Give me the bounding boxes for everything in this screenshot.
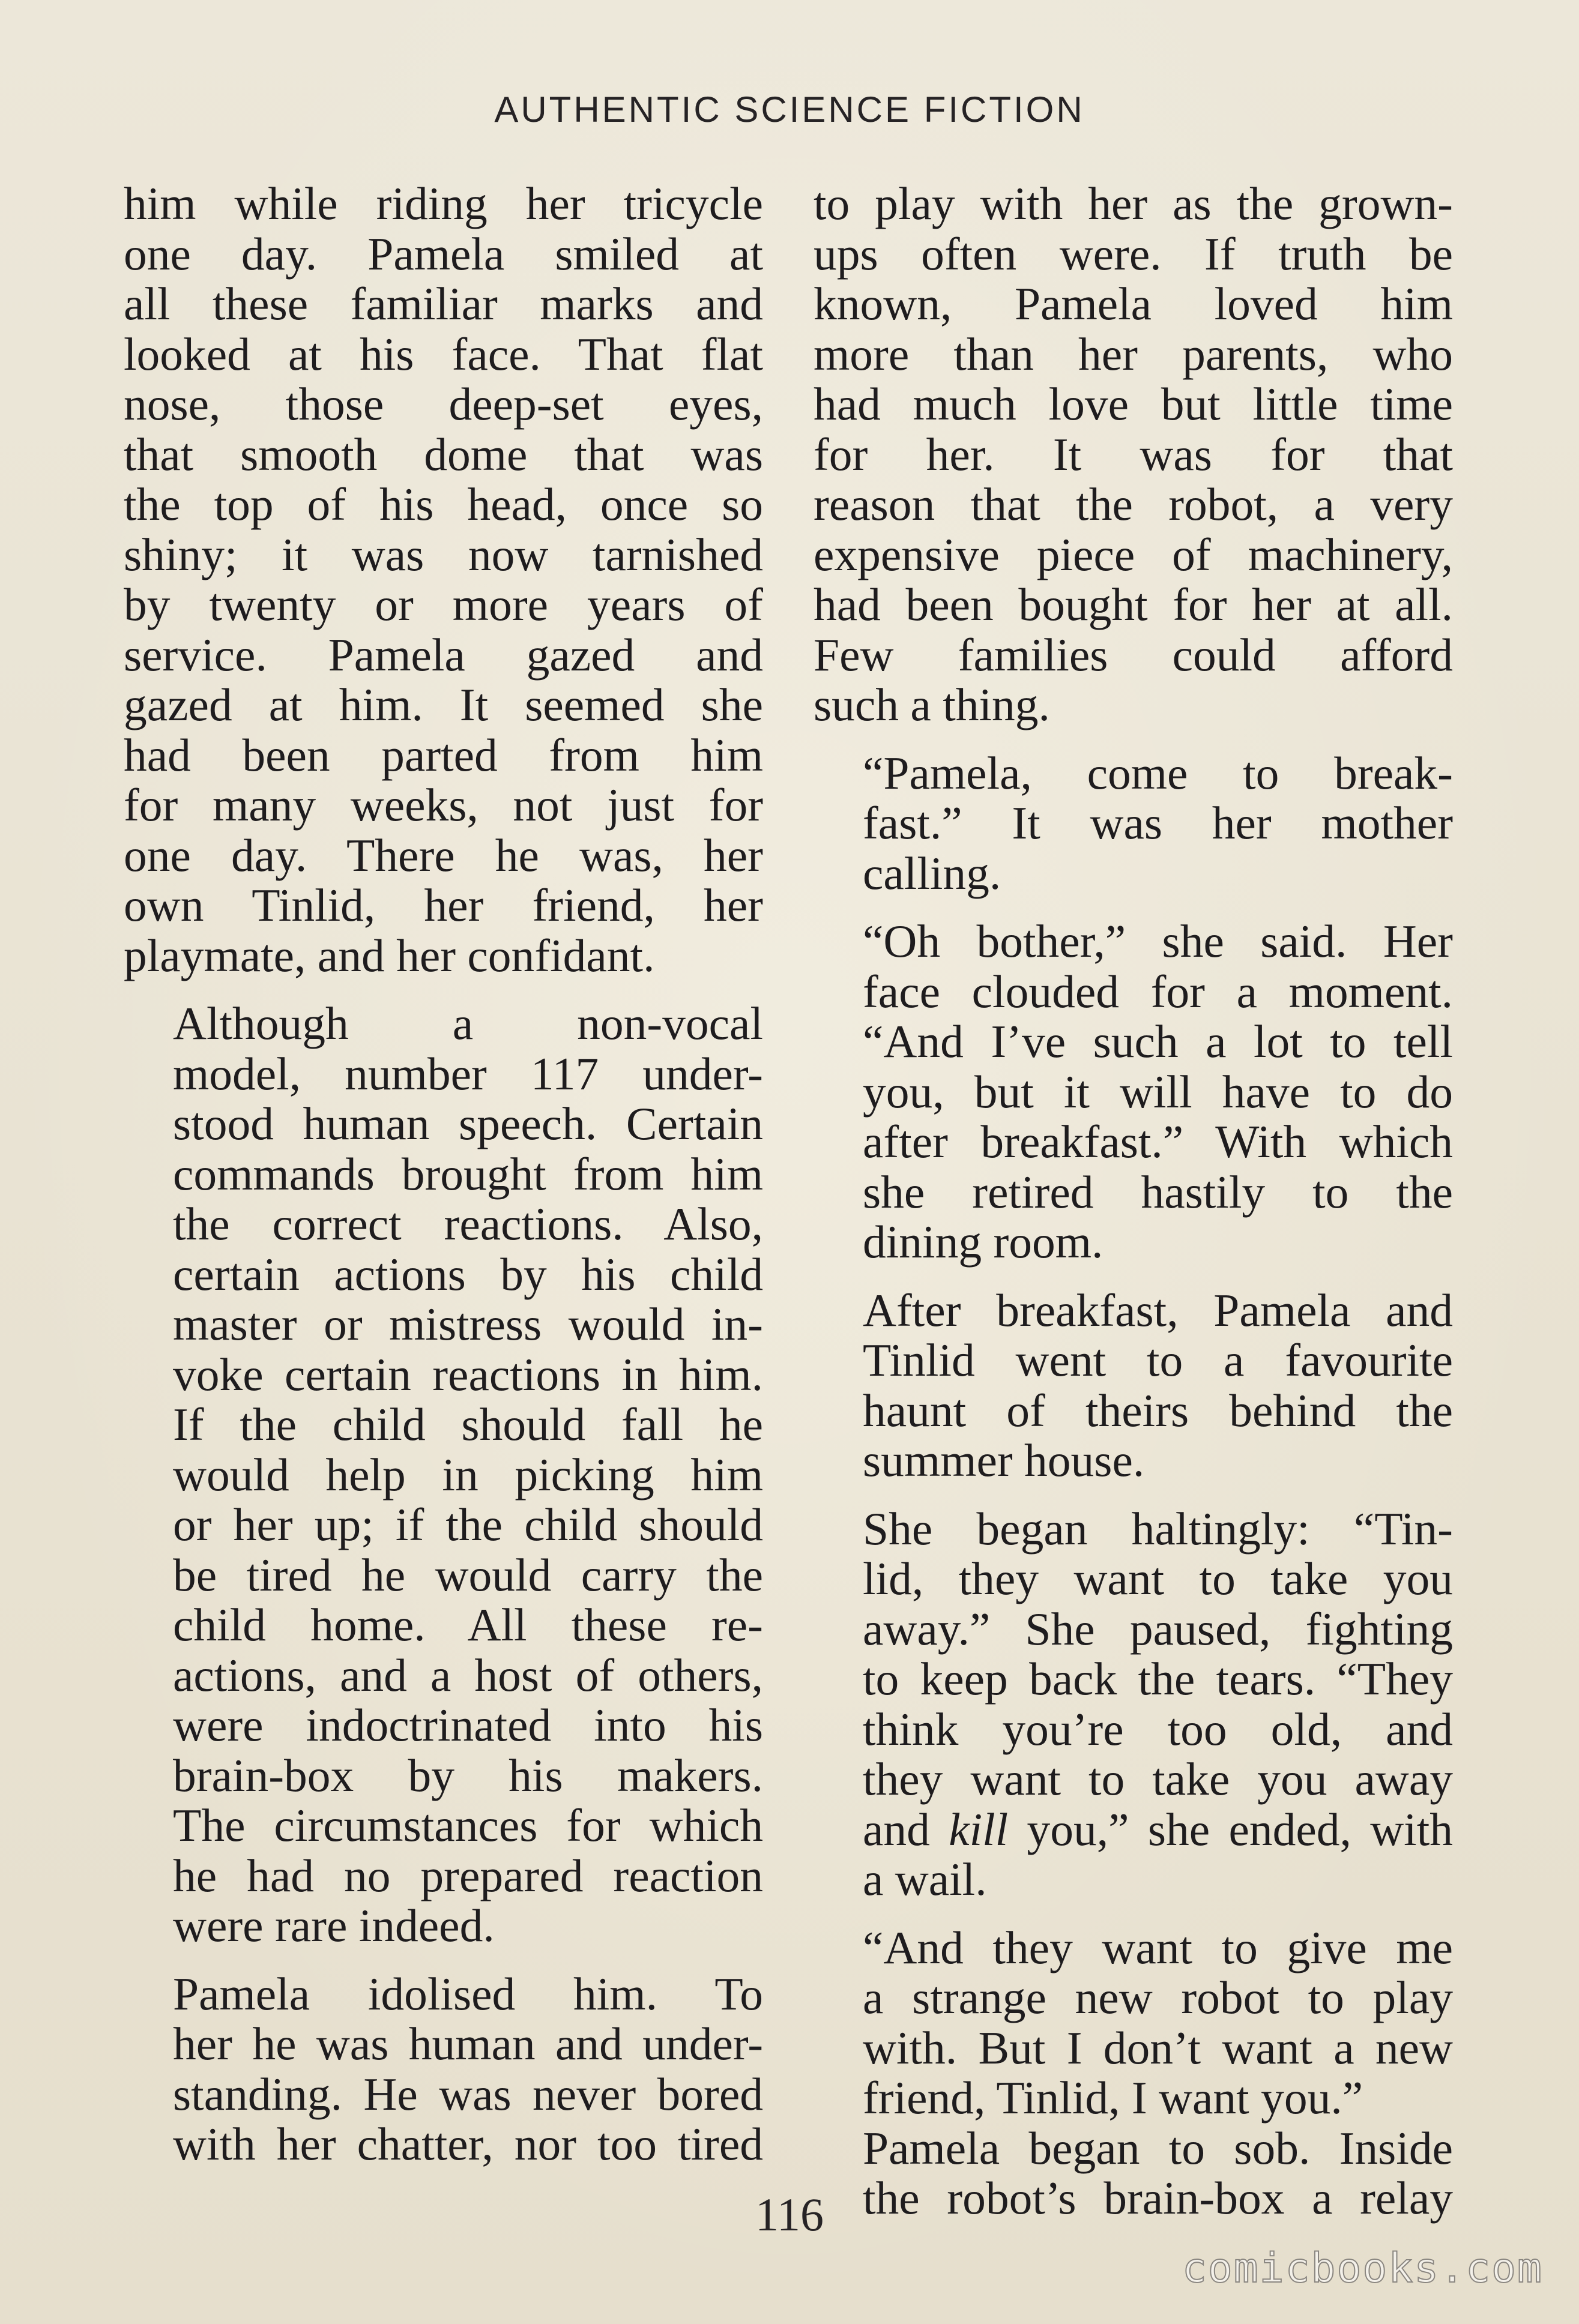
text-line: standing. He was never bored <box>173 2068 763 2120</box>
text-line: commands brought from him <box>173 1148 763 1200</box>
text-line: with her chatter, nor too tired <box>173 2118 763 2170</box>
text-line: playmate, and her confidant. <box>124 929 655 981</box>
text-line: If the child should fall he <box>173 1398 763 1450</box>
text-line: they want to take you away <box>863 1753 1453 1805</box>
page-number: 116 <box>755 2188 824 2241</box>
text-line: master or mistress would in- <box>173 1298 763 1350</box>
text-line: a wail. <box>863 1853 987 1905</box>
text-line: for many weeks, not just for <box>124 779 763 831</box>
text-line: him while riding her tricycle <box>124 178 763 229</box>
text-line: or her up; if the child should <box>173 1499 763 1550</box>
left-paragraph-2 <box>124 999 763 1951</box>
text-line: The circumstances for which <box>173 1799 763 1851</box>
text-line: “And I’ve such a lot to tell <box>863 1016 1453 1067</box>
text-line: Pamela idolised him. To <box>173 1967 763 2020</box>
text-line: were indoctrinated into his <box>173 1699 763 1751</box>
text-line: he had no prepared reaction <box>173 1849 763 1901</box>
emphasized-word: kill <box>949 1803 1009 1855</box>
right-paragraph-6 <box>814 1923 1453 2124</box>
text-line: calling. <box>863 847 1001 899</box>
running-head: AUTHENTIC SCIENCE FICTION <box>494 89 1085 130</box>
text-fragment: and <box>863 1803 949 1855</box>
text-line: Although a non-vocal <box>173 998 763 1049</box>
text-line: “Pamela, come to break- <box>863 747 1453 799</box>
text-line: own Tinlid, her friend, her <box>124 879 763 931</box>
text-line: the correct reactions. Also, <box>173 1198 763 1250</box>
text-line: Tinlid went to a favourite <box>863 1334 1453 1386</box>
right-column <box>814 179 1453 2224</box>
text-line: by twenty or more years of <box>124 579 763 630</box>
text-line: stood human speech. Certain <box>173 1098 763 1149</box>
text-line: one day. Pamela smiled at <box>124 227 763 280</box>
left-paragraph-3 <box>124 1969 763 2170</box>
text-line: Pamela began to sob. Inside <box>863 2122 1453 2174</box>
text-line: After breakfast, Pamela and <box>863 1284 1453 1336</box>
text-line: model, number 117 under- <box>173 1047 763 1100</box>
text-line: the robot’s brain-box a relay <box>863 2172 1453 2224</box>
text-line-with-emphasis <box>814 1805 1453 1855</box>
text-line: had much love but little time <box>814 378 1453 430</box>
text-line: she retired hastily to the <box>863 1166 1453 1218</box>
text-line: were rare indeed. <box>173 1900 495 1951</box>
text-line: the top of his head, once so <box>124 478 763 530</box>
text-line: be tired he would carry the <box>173 1549 763 1601</box>
text-line: reason that the robot, a very <box>814 478 1453 530</box>
text-line: “And they want to give me <box>863 1921 1453 1973</box>
text-line: lid, they want to take you <box>863 1553 1453 1604</box>
text-line: looked at his face. That flat <box>124 328 763 380</box>
text-line: all these familiar marks and <box>124 278 763 330</box>
text-line: had been parted from him <box>124 729 763 781</box>
text-line: voke certain reactions in him. <box>173 1348 763 1400</box>
text-line: would help in picking him <box>173 1448 763 1501</box>
text-line: that smooth dome that was <box>124 428 763 480</box>
text-line: She began haltingly: “Tin- <box>863 1502 1453 1555</box>
text-line: Few families could afford <box>814 628 1453 681</box>
text-line: nose, those deep-set eyes, <box>124 378 763 430</box>
text-line: summer house. <box>863 1434 1145 1486</box>
left-column <box>124 179 763 2170</box>
text-line: dining room. <box>863 1216 1103 1268</box>
text-line: service. Pamela gazed and <box>124 628 763 681</box>
text-line: to keep back the tears. “They <box>863 1653 1453 1705</box>
text-fragment: you,” she ended, with <box>1008 1803 1453 1855</box>
right-paragraph-4 <box>814 1286 1453 1486</box>
text-line: one day. There he was, her <box>124 829 763 881</box>
left-paragraph-1 <box>124 179 763 981</box>
text-line: you, but it will have to do <box>863 1065 1453 1118</box>
text-line: after breakfast.” With which <box>863 1116 1453 1167</box>
text-line: haunt of theirs behind the <box>863 1384 1453 1436</box>
text-line: fast.” It was her mother <box>863 797 1453 849</box>
text-line: think you’re too old, and <box>863 1703 1453 1755</box>
text-line: with. But I don’t want a new <box>863 2021 1453 2074</box>
site-watermark: comicbooks.com <box>1182 2245 1543 2292</box>
text-line: away.” She paused, fighting <box>863 1603 1453 1655</box>
right-paragraph-3 <box>814 917 1453 1268</box>
text-line: brain-box by his makers. <box>173 1749 763 1801</box>
text-line: had been bought for her at all. <box>814 579 1453 630</box>
text-line: certain actions by his child <box>173 1248 763 1300</box>
right-paragraph-5 <box>814 1504 1453 1905</box>
text-line: face clouded for a moment. <box>863 965 1453 1017</box>
text-line: known, Pamela loved him <box>814 278 1453 330</box>
right-paragraph-1 <box>814 179 1453 730</box>
right-paragraph-2 <box>814 748 1453 899</box>
text-line: shiny; it was now tarnished <box>124 528 763 580</box>
text-line: expensive piece of machinery, <box>814 528 1453 580</box>
text-line: a strange new robot to play <box>863 1972 1453 2023</box>
text-line: her he was human and under- <box>173 2018 763 2070</box>
text-line: actions, and a host of others, <box>173 1649 763 1701</box>
text-line: for her. It was for that <box>814 428 1453 480</box>
text-line: child home. All these re- <box>173 1599 763 1651</box>
text-line: more than her parents, who <box>814 328 1453 380</box>
text-line: to play with her as the grown- <box>814 178 1453 229</box>
text-line: friend, Tinlid, I want you.” <box>863 2072 1363 2124</box>
text-line: such a thing. <box>814 679 1050 730</box>
text-line: “Oh bother,” she said. Her <box>863 915 1453 967</box>
text-line: ups often were. If truth be <box>814 227 1453 280</box>
text-line: gazed at him. It seemed she <box>124 679 763 730</box>
